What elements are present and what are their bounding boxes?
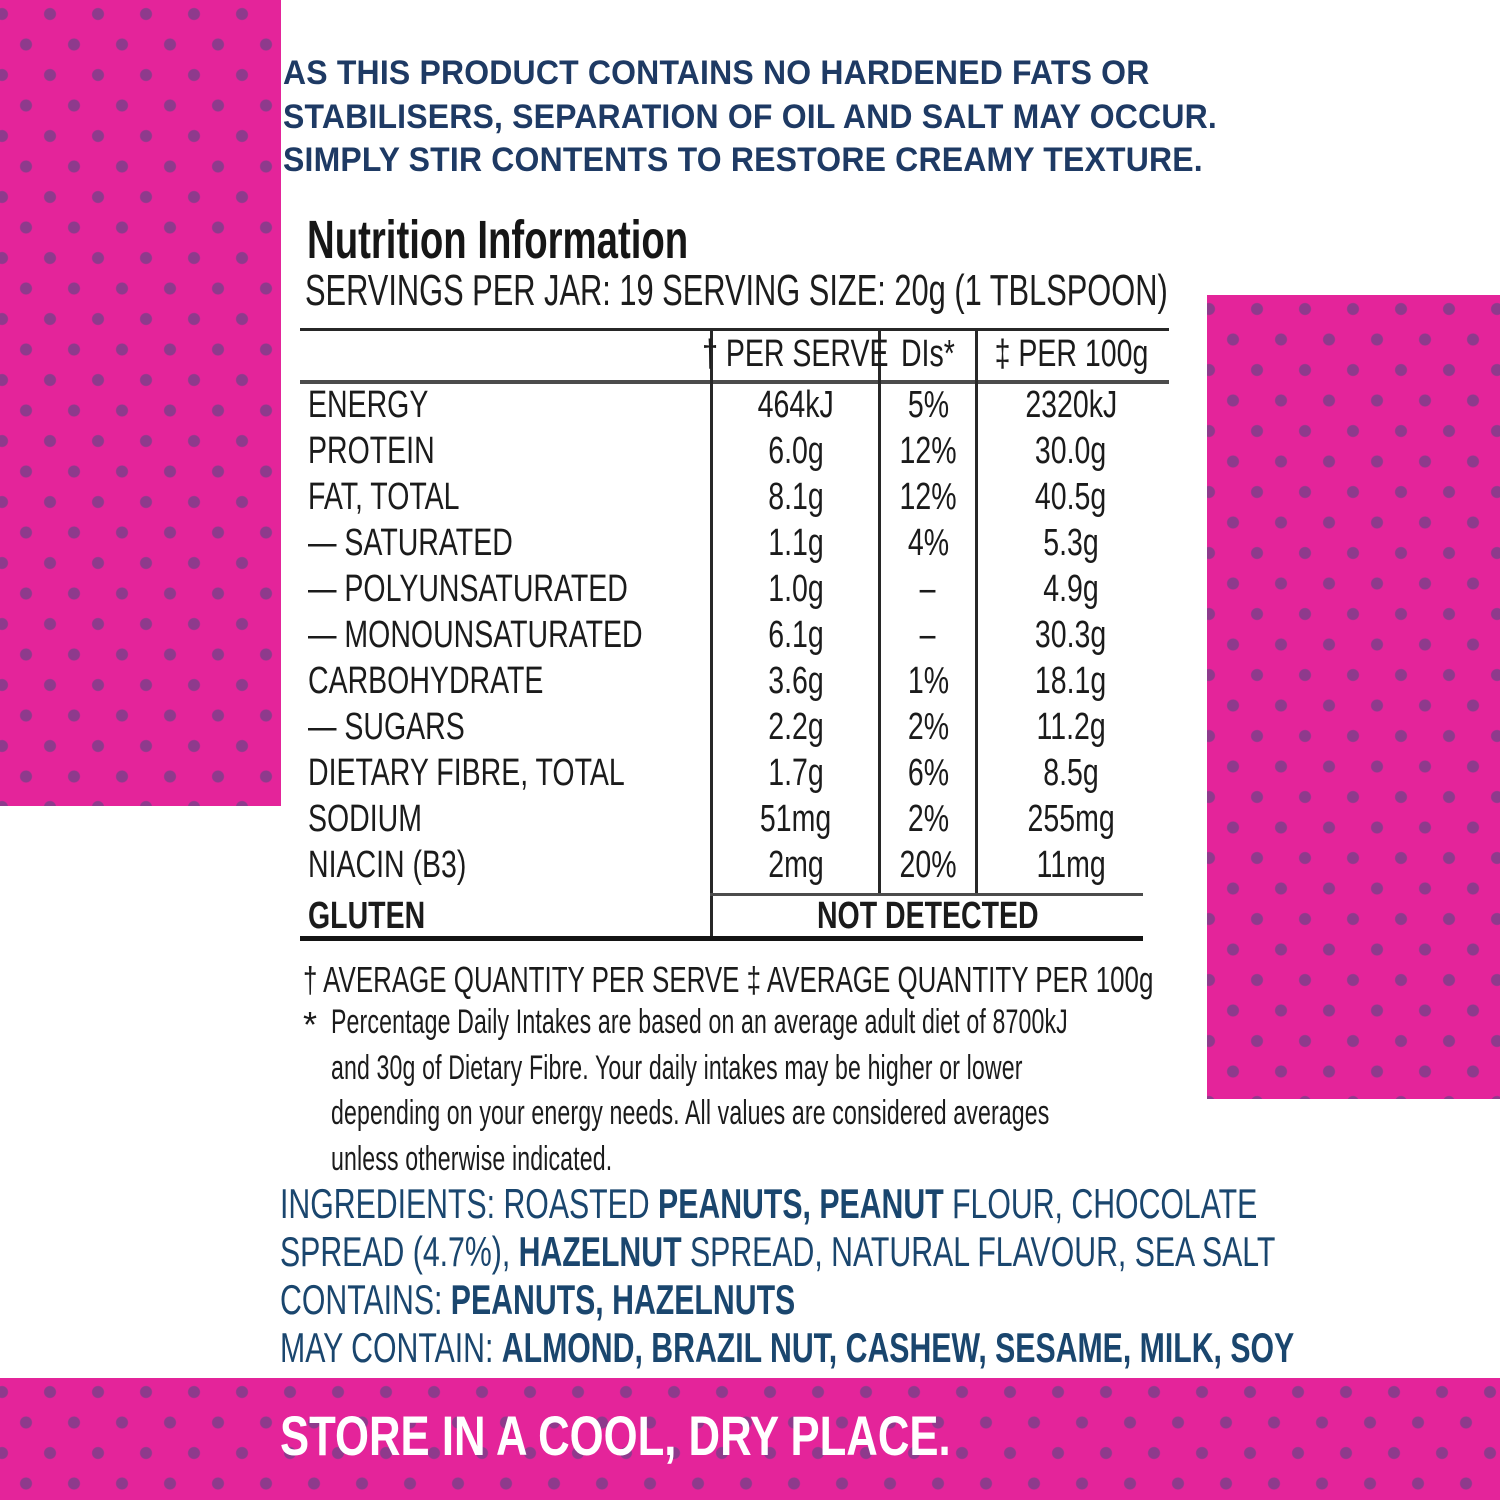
footnote-line-text: Percentage Daily Intakes are based on an average adult diet of 8700kJ bbox=[331, 1003, 1068, 1041]
footnote-line bbox=[331, 1137, 1231, 1183]
table-row bbox=[300, 382, 1169, 428]
per-100g-cell bbox=[978, 658, 1164, 704]
per-100g-cell bbox=[978, 520, 1164, 566]
notice-line-text: AS THIS PRODUCT CONTAINS NO HARDENED FATS OR bbox=[283, 54, 1150, 92]
per-100g-cell bbox=[978, 382, 1164, 428]
di-value: 12% bbox=[899, 475, 957, 518]
di-cell bbox=[881, 750, 975, 796]
may-contain-line bbox=[280, 1324, 1500, 1372]
di-value: 6% bbox=[907, 751, 949, 794]
table-row bbox=[300, 428, 1169, 474]
gluten-row bbox=[300, 896, 1169, 936]
notice-line bbox=[283, 139, 1277, 183]
per-serve-value: 3.6g bbox=[767, 659, 824, 702]
di-value: 2% bbox=[907, 797, 949, 840]
di-cell bbox=[881, 658, 975, 704]
footnote-line-text: and 30g of Dietary Fibre. Your daily intakes may be higher or lower bbox=[331, 1048, 1023, 1087]
per-serve-value: 51mg bbox=[759, 797, 832, 840]
footnote-line bbox=[331, 1000, 1231, 1046]
table-row bbox=[300, 612, 1169, 658]
notice-line bbox=[283, 96, 1277, 140]
per-100g-cell bbox=[978, 612, 1164, 658]
footnote-asterisk-lines bbox=[331, 1000, 1231, 1182]
di-value: – bbox=[920, 567, 936, 610]
ingredients-segment-bold: HAZELNUT bbox=[518, 1228, 682, 1275]
table-row bbox=[300, 658, 1169, 704]
ingredients-segment-bold: ALMOND, BRAZIL NUT, CASHEW, SESAME, MILK, SOY bbox=[501, 1324, 1295, 1371]
per-100g-cell bbox=[978, 474, 1164, 520]
per-100g-value: 11mg bbox=[1036, 843, 1106, 886]
ingredients-line-text bbox=[280, 1228, 1275, 1276]
servings-line bbox=[305, 268, 1500, 314]
per-serve-cell bbox=[713, 750, 878, 796]
di-value: 12% bbox=[899, 429, 957, 472]
row-label: — SATURATED bbox=[308, 521, 513, 564]
per-100g-value: 5.3g bbox=[1043, 521, 1099, 564]
per-100g-cell bbox=[978, 796, 1164, 842]
left-dotted-panel bbox=[0, 0, 281, 806]
per-serve-value: 8.1g bbox=[767, 475, 824, 518]
contains-line-text bbox=[280, 1276, 795, 1324]
column-header-text: ‡ PER 100g bbox=[994, 332, 1148, 375]
servings-line-text: SERVINGS PER JAR: 19 SERVING SIZE: 20g (1 TBLSPOON) bbox=[305, 266, 1168, 315]
per-100g-cell bbox=[978, 842, 1164, 888]
row-label: — MONOUNSATURATED bbox=[308, 613, 643, 656]
per-serve-cell bbox=[713, 704, 878, 750]
ingredients-block bbox=[280, 1180, 1500, 1372]
per-serve-cell bbox=[713, 658, 878, 704]
row-label: NIACIN (B3) bbox=[308, 843, 467, 886]
di-value: 20% bbox=[899, 843, 957, 886]
di-value: 1% bbox=[907, 659, 949, 702]
storage-instruction bbox=[280, 1406, 1140, 1466]
per-100g-value: 2320kJ bbox=[1025, 383, 1117, 426]
per-serve-cell bbox=[713, 842, 878, 888]
per-serve-cell bbox=[713, 520, 878, 566]
per-serve-value: 6.0g bbox=[767, 429, 824, 472]
per-serve-value: 1.7g bbox=[767, 751, 824, 794]
per-serve-cell bbox=[713, 382, 878, 428]
asterisk-marker: * bbox=[303, 1004, 318, 1045]
di-cell bbox=[881, 566, 975, 612]
row-label-cell bbox=[308, 428, 703, 474]
notice-line bbox=[283, 52, 1277, 96]
table-row bbox=[300, 566, 1169, 612]
gluten-label: GLUTEN bbox=[308, 894, 426, 937]
row-label: FAT, TOTAL bbox=[308, 475, 460, 518]
footnote-line bbox=[331, 1046, 1231, 1092]
ingredients-segment: FLOUR, CHOCOLATE bbox=[943, 1180, 1258, 1227]
per-100g-value: 30.0g bbox=[1035, 429, 1107, 472]
row-label-cell bbox=[308, 704, 703, 750]
ingredients-segment: CONTAINS: bbox=[280, 1276, 451, 1323]
column-header-per-serve bbox=[702, 328, 889, 380]
separation-notice bbox=[283, 52, 1277, 183]
ingredients-segment: SPREAD (4.7%), bbox=[280, 1228, 519, 1275]
column-header-text: DIs* bbox=[901, 332, 955, 375]
per-100g-value: 8.5g bbox=[1043, 751, 1099, 794]
di-cell bbox=[881, 704, 975, 750]
row-label: — SUGARS bbox=[308, 705, 465, 748]
row-label: CARBOHYDRATE bbox=[308, 659, 544, 702]
ingredients-segment-bold: PEANUTS, HAZELNUTS bbox=[450, 1276, 796, 1323]
column-header-dis bbox=[881, 328, 975, 380]
nutrition-table bbox=[300, 328, 1169, 944]
row-label-cell bbox=[308, 474, 703, 520]
ingredients-line bbox=[280, 1228, 1500, 1276]
notice-line-text: STABILISERS, SEPARATION OF OIL AND SALT MAY OCCUR. bbox=[283, 97, 1217, 136]
row-label: ENERGY bbox=[308, 383, 429, 426]
table-row bbox=[300, 704, 1169, 750]
per-serve-value: 2.2g bbox=[767, 705, 824, 748]
gluten-value-cell bbox=[713, 896, 1143, 936]
di-cell bbox=[881, 796, 975, 842]
ingredients-segment: MAY CONTAIN: bbox=[280, 1324, 502, 1371]
footnote-daggers-text: † AVERAGE QUANTITY PER SERVE ‡ AVERAGE QUANTITY PER 100g bbox=[303, 959, 1154, 1000]
row-label: SODIUM bbox=[308, 797, 422, 840]
column-header-per-100g bbox=[978, 328, 1164, 380]
ingredients-line-text bbox=[280, 1180, 1257, 1228]
row-label-cell bbox=[308, 796, 703, 842]
di-cell bbox=[881, 382, 975, 428]
per-serve-cell bbox=[713, 566, 878, 612]
row-label: — POLYUNSATURATED bbox=[308, 567, 628, 610]
table-body bbox=[300, 382, 1169, 888]
per-100g-value: 18.1g bbox=[1035, 659, 1107, 702]
per-100g-value: 4.9g bbox=[1043, 567, 1099, 610]
per-100g-value: 40.5g bbox=[1035, 475, 1107, 518]
row-label-cell bbox=[308, 896, 703, 936]
nutrition-title-text: Nutrition Information bbox=[307, 210, 689, 270]
row-label-cell bbox=[308, 658, 703, 704]
per-serve-value: 464kJ bbox=[757, 383, 834, 426]
per-serve-cell bbox=[713, 428, 878, 474]
di-value: 5% bbox=[907, 383, 949, 426]
per-serve-cell bbox=[713, 612, 878, 658]
per-serve-cell bbox=[713, 796, 878, 842]
di-cell bbox=[881, 842, 975, 888]
per-100g-cell bbox=[978, 428, 1164, 474]
column-header-text: † PER SERVE bbox=[702, 332, 889, 375]
contains-line bbox=[280, 1276, 1500, 1324]
row-label: PROTEIN bbox=[308, 429, 435, 472]
per-serve-cell bbox=[713, 474, 878, 520]
row-label-cell bbox=[308, 612, 703, 658]
ingredients-line bbox=[280, 1180, 1500, 1228]
row-label-cell bbox=[308, 566, 703, 612]
di-cell bbox=[881, 520, 975, 566]
di-value: – bbox=[920, 613, 936, 656]
di-cell bbox=[881, 612, 975, 658]
row-label-cell bbox=[308, 382, 703, 428]
footnote-line bbox=[331, 1091, 1231, 1137]
row-label-cell bbox=[308, 750, 703, 796]
nutrition-title bbox=[307, 212, 844, 268]
di-cell bbox=[881, 474, 975, 520]
per-100g-value: 255mg bbox=[1027, 797, 1115, 840]
table-row bbox=[300, 474, 1169, 520]
gluten-value: NOT DETECTED bbox=[817, 894, 1039, 937]
footnote-line-text: depending on your energy needs. All values are considered averages bbox=[331, 1094, 1050, 1132]
ingredients-segment-bold: PEANUTS, PEANUT bbox=[658, 1180, 944, 1227]
table-header-row bbox=[300, 328, 1169, 380]
per-100g-value: 11.2g bbox=[1036, 705, 1106, 748]
di-value: 2% bbox=[907, 705, 949, 748]
per-serve-value: 6.1g bbox=[767, 613, 824, 656]
per-serve-value: 1.1g bbox=[767, 521, 824, 564]
footnote-line-text: unless otherwise indicated. bbox=[331, 1139, 613, 1178]
ingredients-segment: INGREDIENTS: ROASTED bbox=[280, 1180, 659, 1227]
storage-instruction-text: STORE IN A COOL, DRY PLACE. bbox=[280, 1404, 951, 1467]
di-cell bbox=[881, 428, 975, 474]
per-serve-value: 1.0g bbox=[767, 567, 824, 610]
may-contain-line-text bbox=[280, 1324, 1294, 1372]
table-row bbox=[300, 520, 1169, 566]
di-value: 4% bbox=[907, 521, 949, 564]
footnote-daggers bbox=[303, 960, 1484, 1000]
ingredients-segment: SPREAD, NATURAL FLAVOUR, SEA SALT bbox=[681, 1228, 1276, 1275]
row-label-cell bbox=[308, 842, 703, 888]
per-100g-cell bbox=[978, 704, 1164, 750]
per-serve-value: 2mg bbox=[767, 843, 824, 886]
table-row bbox=[300, 750, 1169, 796]
row-label-cell bbox=[308, 520, 703, 566]
table-row bbox=[300, 796, 1169, 842]
table-row bbox=[300, 842, 1169, 888]
per-100g-value: 30.3g bbox=[1035, 613, 1107, 656]
per-100g-cell bbox=[978, 750, 1164, 796]
row-label: DIETARY FIBRE, TOTAL bbox=[308, 751, 625, 794]
notice-line-text: SIMPLY STIR CONTENTS TO RESTORE CREAMY TEXTURE. bbox=[283, 141, 1203, 179]
per-100g-cell bbox=[978, 566, 1164, 612]
